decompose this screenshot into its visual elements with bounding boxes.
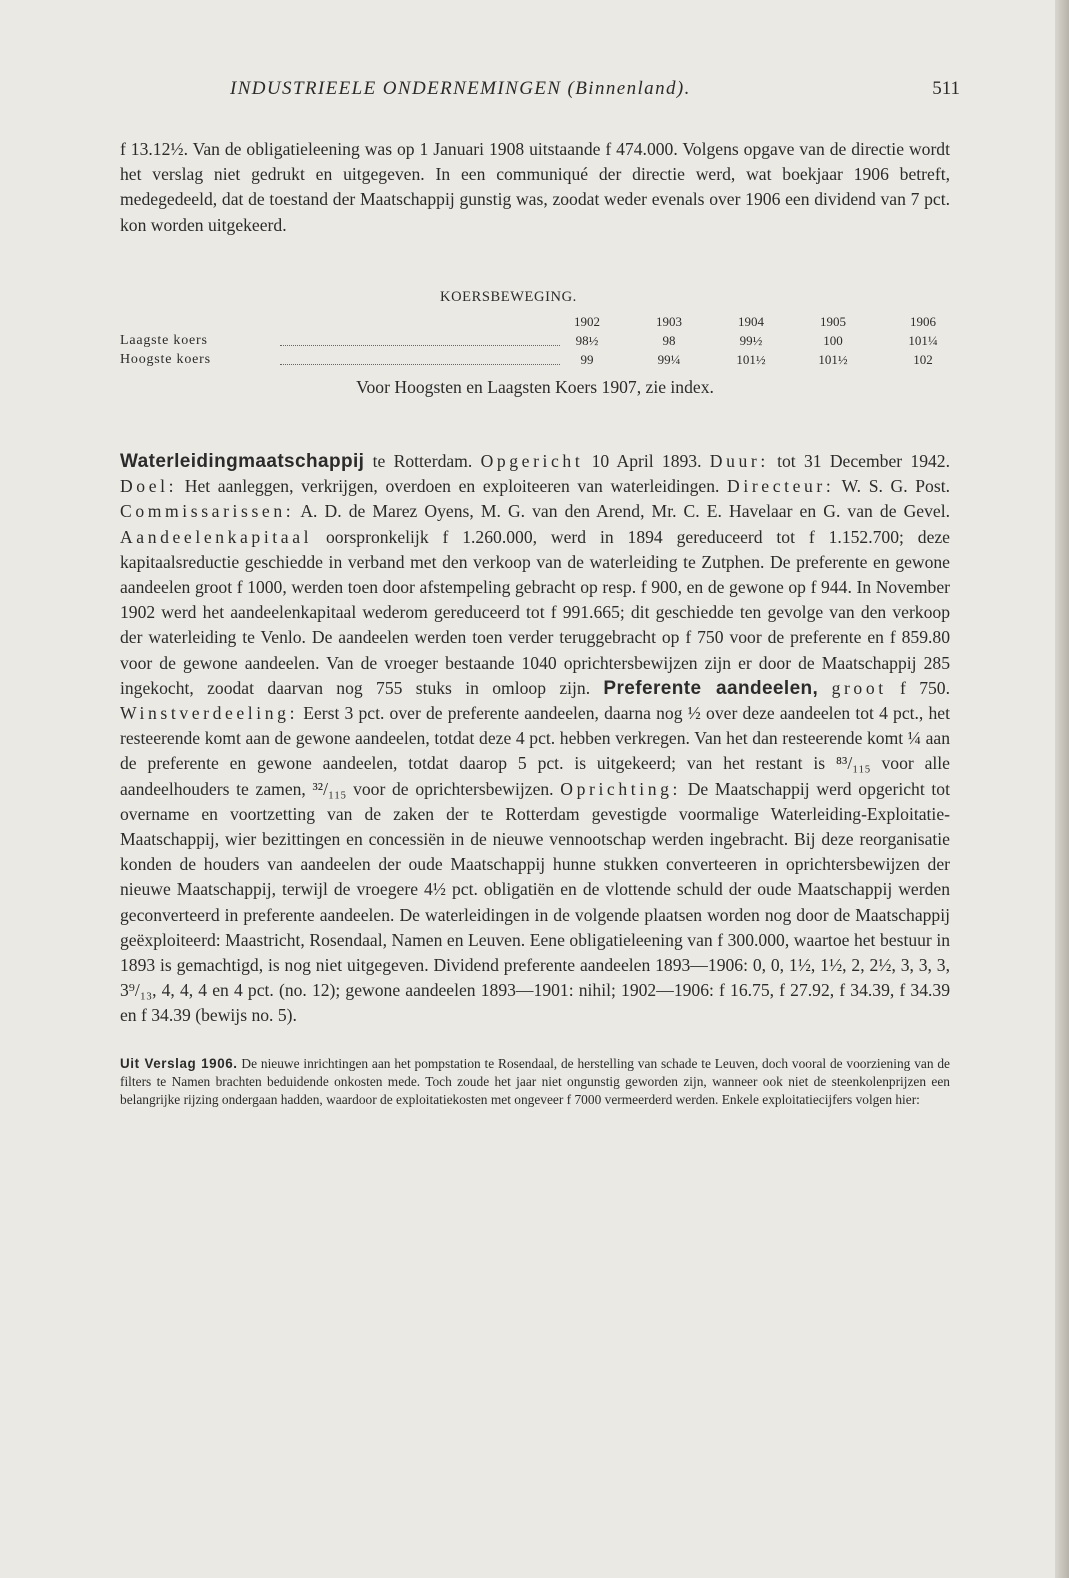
- intro-paragraph: f 13.12½. Van de obligatieleening was op 1 Januari 1908 uitstaande f 474.000. Volgens opgave van de directie wordt het verslag niet gedrukt en uitgegeven. In een communiqué der directie werd, wat boekjaar 1906 betreft, medegedeeld, dat de toestand der Maatschappij gunstig was, zoodat weder evenals over 1906 een dividend van 7 pct. kon worden uitgekeerd.: [120, 139, 950, 235]
- keyword-aandeelenkapitaal: Aandeelenkapitaal: [120, 526, 313, 547]
- value-cell: 101½: [736, 352, 766, 367]
- keyword-groot: groot: [831, 677, 887, 698]
- page-number: 511: [932, 78, 960, 99]
- entry-text: [818, 678, 831, 698]
- value-cell: 98: [662, 333, 676, 348]
- leader-dots: [280, 345, 560, 346]
- entry-text: Het aanleggen, verkrijgen, overdoen en exploiteeren van waterleidingen.: [177, 476, 728, 497]
- company-name: Waterleidingmaatschappij: [120, 451, 365, 472]
- keyword-commissarissen: Commissarissen:: [120, 501, 295, 522]
- keyword-winstverdeeling: Winstverdeeling:: [120, 703, 299, 724]
- verslag-text: De nieuwe inrichtingen aan het pompstation te Rosendaal, de herstelling van schade te Leuven, doch vooral de voorziening van de filters te Namen brachten beduidende onkosten mede. Toch zoude het jaar niet ongunstig geworden zijn, wanneer ook niet de steenkolenprijzen een belangrijke rijzing ondergaan hadden, waardoor de exploitatiekosten met ongeveer f 7000 vermeerderd werden. Enkele exploitatiecijfers volgen hier:: [120, 1056, 950, 1107]
- value-cell: 98½: [575, 333, 599, 348]
- keyword-oprichting: Oprichting:: [560, 778, 681, 799]
- value-cell: 101½: [818, 352, 848, 367]
- koers-year-row: [120, 314, 950, 332]
- header-title: INDUSTRIEELE ONDERNEMINGEN (Binnenland).: [230, 78, 691, 99]
- year-cell: 1903: [656, 314, 682, 329]
- entry-text: De Maatschappij werd opgericht tot overname en voortzetting van de zaken der te Rotterdam gevestigde voormalige Waterleiding-Exploitatie-Maatschappij, wier bezittingen en concessiën in de nieuwe vennootschap werden ingebracht. Bij deze reorganisatie konden de houders van aandeelen der oude Maatschappij hunne stukken converteeren in oprichtersbewijzen der nieuwe Maatschappij, terwijl de vroegere 4½ pct. obligatiën en de vlottende schuld der oude Maatschappij werden geconverteerd in preferente aandeelen. De waterleidingen in de volgende plaatsen worden nog door de Maatschappij geëxploiteerd: Maastricht, Rosendaal, Namen en Leuven. Eene obligatieleening van f 300.000, waartoe het bestuur in 1893 is gemachtigd, is nog niet uitgegeven. Dividend preferente aandeelen 1893—1906: 0, 0, 1½, 1½, 2, 2½, 3, 3, 3, 3⁹/₁₃, 4, 4, 4 en 4 pct. (no. 12); gewone aandeelen 1893—1901: nihil; 1902—1906: f 16.75, f 27.92, f 34.39, f 34.39 en f 34.39 (bewijs no. 5).: [120, 778, 950, 1026]
- entry-text: 10 April 1893.: [583, 451, 710, 471]
- leader-dots: [280, 364, 560, 365]
- entry-text: te Rotterdam.: [364, 451, 481, 471]
- year-cell: 1904: [738, 314, 764, 329]
- year-cell: 1905: [820, 314, 846, 329]
- entry-text: W. S. G. Post.: [834, 476, 950, 497]
- value-cell: 101¼: [908, 333, 938, 348]
- value-cell: 99: [580, 352, 594, 367]
- value-cell: 100: [823, 333, 843, 348]
- running-header: [120, 78, 965, 108]
- year-cell: 1902: [574, 314, 600, 329]
- verslag-paragraph: [120, 1055, 950, 1109]
- entry-text: A. D. de Marez Oyens, M. G. van den Arend, Mr. C. E. Havelaar en G. van de Gevel.: [294, 501, 950, 522]
- keyword-duur: Duur:: [709, 451, 769, 471]
- company-entry: [120, 449, 950, 1029]
- value-cell: 99¼: [657, 352, 681, 367]
- year-cell: 1906: [910, 314, 936, 329]
- keyword-opgericht: Opgericht: [480, 451, 584, 471]
- value-cell: 102: [913, 352, 933, 367]
- page-edge: [1055, 0, 1069, 1578]
- entry-text: f 750.: [886, 677, 950, 698]
- koers-note: Voor Hoogsten en Laagsten Koers 1907, zie index.: [356, 377, 714, 397]
- koers-row-laagste: [120, 333, 950, 351]
- keyword-doel: Doel:: [120, 476, 178, 497]
- entry-text: oorspronkelijk f 1.260.000, werd in 1894 gereduceerd tot f 1.152.700; deze kapitaalsreductie geschiedde in verband met den verkoop van de waterleiding te Zutphen. De preferente en gewone aandeelen groot f 1000, werden toen door afstempeling gebracht op resp. f 900, en de gewone op f 944. In November 1902 werd het aandeelenkapitaal wederom gereduceerd tot f 991.665; dit geschiedde ten gevolge van den verkoop der waterleiding te Venlo. De aandeelen werden toen verder teruggebracht op f 750 voor de preferente en f 859.80 voor de gewone aandeelen. Van de vroeger bestaande 1040 oprichtersbewijzen zijn er door de Maatschappij 285 ingekocht, zoodat daarvan nog 755 stuks in omloop zijn.: [120, 526, 950, 698]
- keyword-directeur: Directeur:: [727, 476, 835, 497]
- preferente-heading: Preferente aandeelen,: [603, 677, 819, 699]
- entry-text: tot 31 December 1942.: [768, 451, 950, 471]
- value-cell: 99½: [739, 333, 763, 348]
- entry-text: Eerst 3 pct. over de preferente aandeelen, daarna nog ½ over deze aandeelen tot 4 pct., het resteerende komt aan de gewone aandeelen, totdat deze 4 pct. hebben verkregen. Van het dan resteerende komt ¼ aan de preferente en gewone aandeelen, totdat daarop 5 pct. is uitgekeerd; van het restant is ⁸³/₁₁₅ voor alle aandeelhouders te zamen, ³²/₁₁₅ voor de oprichtersbewijzen.: [120, 703, 950, 799]
- koers-row-hoogste: [120, 352, 950, 370]
- row-label: Laagste koers: [120, 333, 208, 348]
- verslag-heading: Uit Verslag 1906.: [120, 1056, 238, 1071]
- koersbeweging-title: KOERSBEWEGING.: [440, 289, 577, 305]
- row-label: Hoogste koers: [120, 352, 211, 367]
